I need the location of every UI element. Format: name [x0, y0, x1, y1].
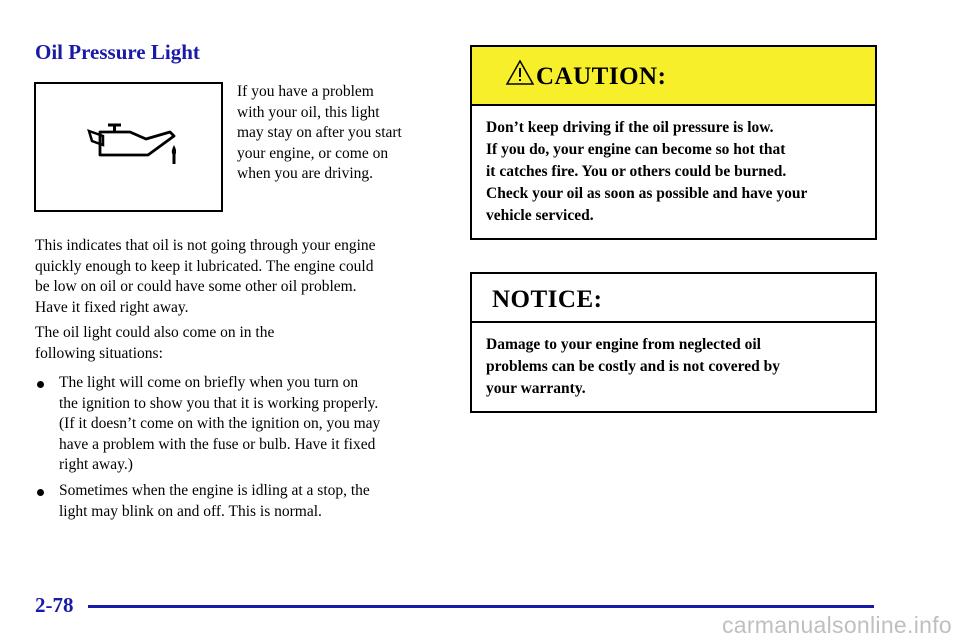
page-number: 2-78: [35, 593, 74, 617]
notice-title: NOTICE:: [492, 286, 603, 313]
notice-line: Damage to your engine from neglected oil: [486, 336, 761, 353]
caution-box: [470, 45, 877, 240]
intro-line: may stay on after you start: [237, 124, 402, 141]
body-paragraph-2: [35, 323, 455, 364]
intro-line: your engine, or come on: [237, 144, 389, 162]
oil-can-icon: [86, 120, 176, 180]
oil-light-illustration: [34, 82, 223, 212]
paragraph-line: be low on oil or could have some other oil problem.: [35, 278, 357, 295]
bullet-dot-icon: [37, 381, 44, 388]
bullet-dot-icon: [37, 489, 44, 496]
section-title: Oil Pressure Light: [35, 40, 200, 64]
body-paragraph-1: [35, 236, 455, 318]
bullet-line: have a problem with the fuse or bulb. Have it fixed: [59, 435, 376, 453]
paragraph-line: following situations:: [35, 344, 163, 362]
intro-line: with your oil, this light: [237, 103, 380, 121]
intro-line: If you have a problem: [237, 83, 374, 100]
caution-line: Check your oil as soon as possible and have your: [486, 185, 808, 202]
paragraph-line: quickly enough to keep it lubricated. The engine could: [35, 257, 374, 275]
intro-text: [237, 82, 437, 185]
bullet-line: The light will come on briefly when you turn on: [59, 374, 359, 391]
warning-triangle-icon: [505, 59, 535, 86]
intro-line: when you are driving.: [237, 165, 374, 182]
notice-line: your warranty.: [486, 380, 586, 397]
bullet-line: light may blink on and off. This is normal.: [59, 502, 322, 520]
notice-header: [472, 274, 875, 323]
bullet-line: (If it doesn’t come on with the ignition on, you may: [59, 415, 381, 432]
paragraph-line: This indicates that oil is not going through your engine: [35, 237, 376, 254]
bullet-line: Sometimes when the engine is idling at a stop, the: [59, 482, 370, 499]
caution-line: vehicle serviced.: [486, 207, 594, 224]
caution-line: If you do, your engine can become so hot that: [486, 141, 786, 158]
bullet-line: right away.): [59, 456, 133, 473]
caution-title: CAUTION:: [536, 63, 667, 90]
notice-line: problems can be costly and is not covered by: [486, 358, 780, 375]
caution-text: [486, 117, 807, 227]
caution-line: it catches fire. You or others could be burned.: [486, 163, 787, 180]
bullet-line: the ignition to show you that it is working properly.: [59, 394, 379, 412]
caution-line: Don’t keep driving if the oil pressure is low.: [486, 119, 774, 136]
notice-text: [486, 334, 780, 400]
watermark: carmanualsonline.info: [721, 612, 952, 638]
paragraph-line: The oil light could also come on in the: [35, 324, 275, 341]
caution-header: [472, 47, 875, 106]
paragraph-line: Have it fixed right away.: [35, 298, 189, 316]
notice-box: [470, 272, 877, 413]
footer-rule: [88, 605, 874, 608]
